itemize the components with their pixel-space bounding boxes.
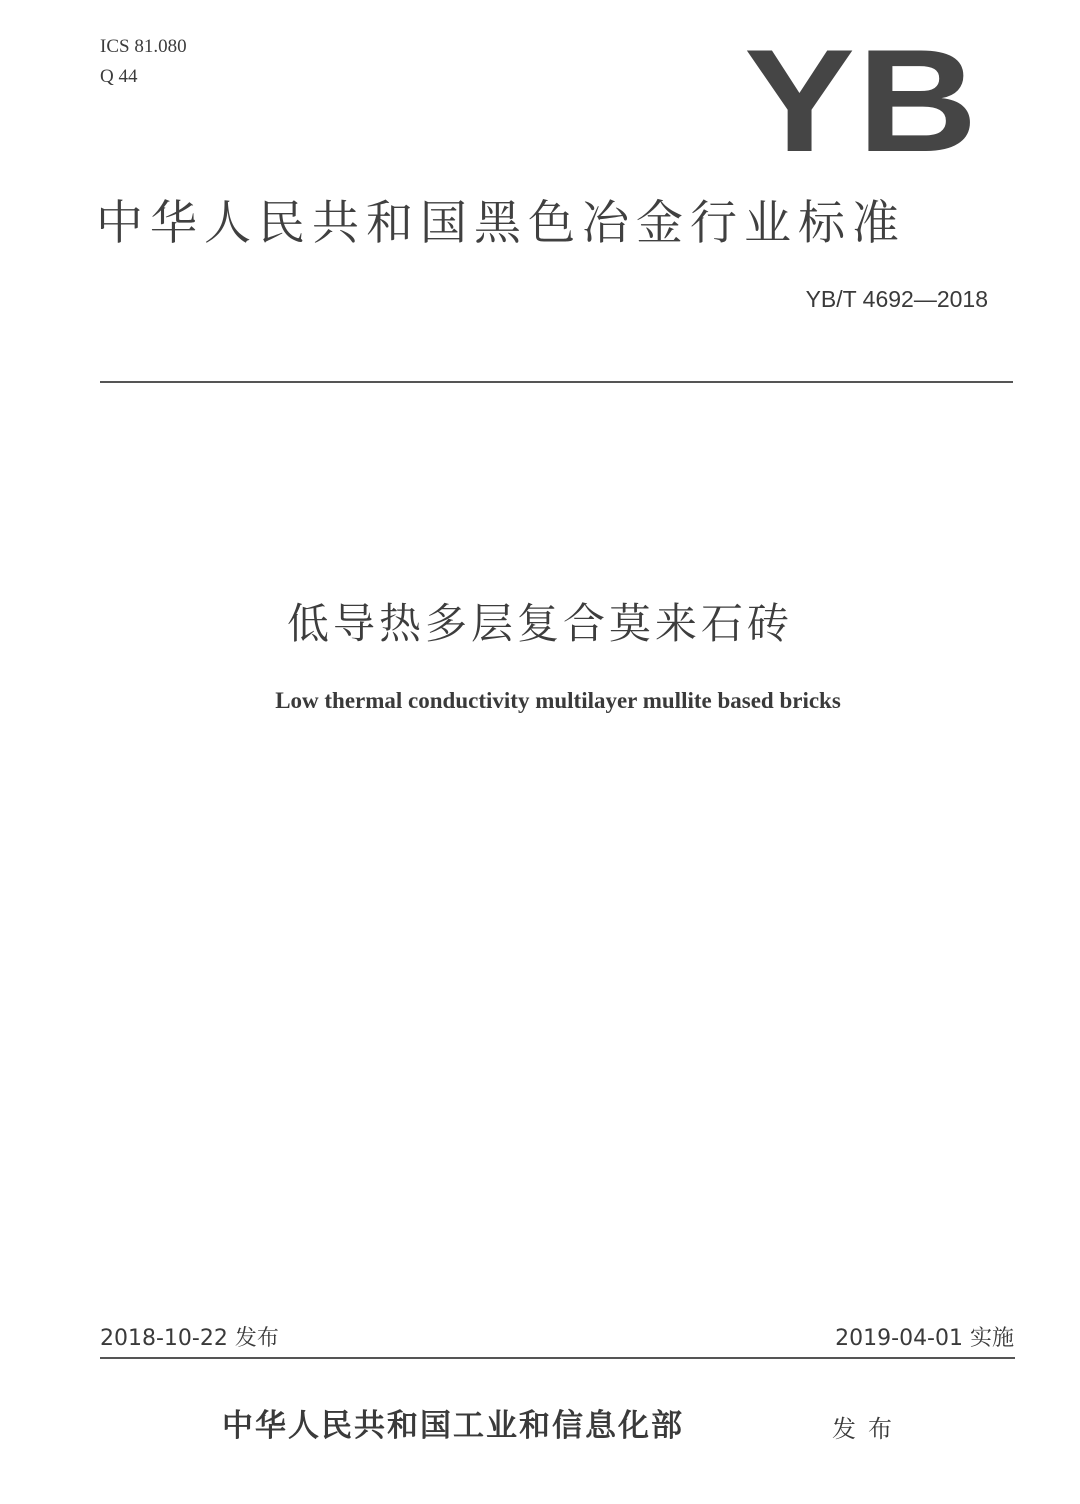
publisher-name: 中华人民共和国工业和信息化部 bbox=[222, 1408, 684, 1444]
ics-code: ICS 81.080 bbox=[100, 36, 187, 57]
ccs-code: Q 44 bbox=[100, 66, 138, 87]
implementation-date: 2019-04-01 实施 bbox=[835, 1326, 1014, 1351]
document-title-zh: 低导热多层复合莫来石砖 bbox=[286, 599, 793, 648]
publish-label: 发布 bbox=[832, 1415, 904, 1443]
header-divider bbox=[100, 381, 1013, 383]
yb-logo: YB bbox=[744, 19, 980, 182]
industry-standard-title: 中华人民共和国黑色冶金行业标准 bbox=[96, 196, 906, 251]
footer-divider bbox=[100, 1357, 1015, 1359]
document-title-en: Low thermal conductivity multilayer mullite based bricks bbox=[275, 688, 841, 713]
standard-number: YB/T 4692—2018 bbox=[805, 286, 988, 312]
issue-date: 2018-10-22 发布 bbox=[100, 1326, 279, 1351]
